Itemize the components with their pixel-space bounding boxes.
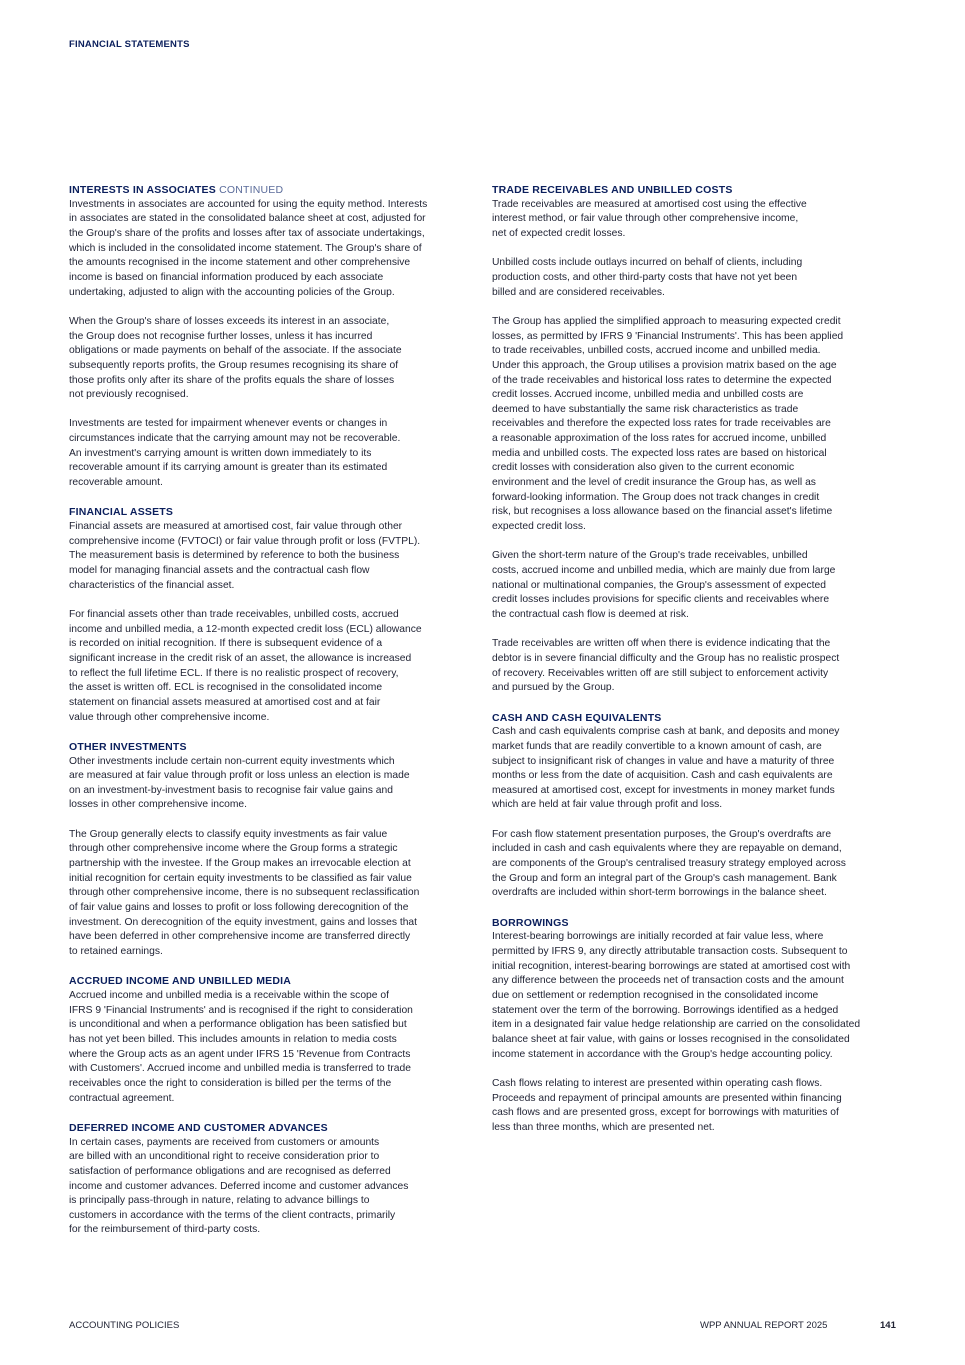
section <box>69 1121 479 1238</box>
heading-text: DEFERRED INCOME AND CUSTOMER ADVANCES <box>69 1121 328 1134</box>
paragraph: Investments are tested for impairment whenever events or changes in circumstances indicate that the carrying amount may not be recoverable. An investment's carrying amount is written down immediately to its recoverable amount if its carrying amount is greater than its estimated recoverable amount. <box>69 418 401 489</box>
paragraph: Cash and cash equivalents comprise cash at bank, and deposits and money market funds that are readily convertible to a known amount of cash, are subject to insignificant risk of changes in value and have a maturity of three months or less from the date of acquisition. Cash and cash equivalents are measured at amortised cost, except for investments in money market funds which are held at fair value through profit and loss. <box>492 726 840 811</box>
heading-text: INTERESTS IN ASSOCIATES <box>69 184 216 196</box>
section-heading <box>492 183 902 198</box>
left-column <box>69 183 479 1253</box>
section-heading <box>492 916 902 931</box>
footer-section: ACCOUNTING POLICIES <box>69 1320 180 1331</box>
paragraph: For cash flow statement presentation purposes, the Group's overdrafts are included in cash and cash equivalents where they are repayable on demand, are components of the Group's centralised treasury strategy employed across the Group and form an integral part of the Group's cash management. Bank overdrafts are included within short-term borrowings in the balance sheet. <box>492 828 846 899</box>
section <box>69 740 479 960</box>
paragraph: For financial assets other than trade receivables, unbilled costs, accrued income and unbilled media, a 12-month expected credit loss (ECL) allowance is recorded on initial recognition. If there is subsequent evidence of a significant increase in the credit risk of an asset, the allowance is increased to reflect the full lifetime ECL. If there is no realistic prospect of recovery, the asset is written off. ECL is recognised in the consolidated income statement on financial assets measured at amortised cost and at fair value through other comprehensive income. <box>69 608 422 723</box>
paragraph: The Group generally elects to classify equity investments as fair value through other comprehensive income where the Group forms a strategic partnership with the investee. If the Group makes an irrevocable election at initial recognition for certain equity investments to be classified as fair value through other comprehensive income, there is no subsequent reclassification of fair value gains and losses to profit or loss following derecognition of the investment. On derecognition of the equity investment, gains and losses that have been deferred in other comprehensive income are transferred directly to retained earnings. <box>69 828 420 958</box>
paragraph: Financial assets are measured at amortised cost, fair value through other comprehensive income (FVTOCI) or fair value through profit or loss (FVTPL). The measurement basis is determined by reference to both the business model for managing financial assets and the contractual cash flow characteristics of the financial asset. <box>69 521 421 591</box>
section-heading <box>69 740 479 755</box>
section <box>69 183 479 491</box>
section-heading <box>492 711 902 726</box>
section <box>492 711 902 902</box>
paragraph: Cash flows relating to interest are presented within operating cash flows. Proceeds and repayment of principal amounts are presented within financing cash flows and are presented gross, except for borrowings with maturities of less than three months, which are presented net. <box>492 1077 842 1133</box>
section-heading <box>69 183 479 198</box>
paragraph: Interest-bearing borrowings are initially recorded at fair value less, where permitted by IFRS 9, any directly attributable transaction costs. Subsequent to initial recognition, interest-bearing borrowings are stated at amortised cost with any difference between the proceeds net of transaction costs and the amount due on settlement or redemption recognised in the consolidated income statement over the term of the borrowing. Borrowings identified as a hedged item in a designated fair value hedge relationship are carried on the consolidated balance sheet at fair value, with gains or losses recognised in the consolidated income statement in accordance with the Group's hedge accounting policy. <box>492 931 861 1060</box>
paragraph: Accrued income and unbilled media is a receivable within the scope of IFRS 9 'Financial Instruments' and is recognised if the right to consideration is unconditional and when a performance obligation has been satisfied but has not yet been billed. This includes amounts in relation to media costs where the Group acts as an agent under IFRS 15 'Revenue from Contracts with Customers'. Accrued income and unbilled media is transferred to trade receivables once the right to consideration is billed per the terms of the contractual agreement. <box>69 989 413 1104</box>
section-heading <box>69 974 479 989</box>
page-number: 141 <box>880 1320 896 1331</box>
heading-text: TRADE RECEIVABLES AND UNBILLED COSTS <box>492 184 733 196</box>
right-column <box>492 183 902 1150</box>
paragraph: Other investments include certain non-current equity investments which are measured at fair value through profit or loss unless an election is made on an investment-by-investment basis to recognise fair value gains and losses in other comprehensive income. <box>69 755 410 811</box>
running-header: FINANCIAL STATEMENTS <box>69 39 190 50</box>
footer-report-title: WPP ANNUAL REPORT 2025 <box>700 1320 828 1331</box>
paragraph: Given the short-term nature of the Group's trade receivables, unbilled costs, accrued income and unbilled media, which are mainly due from large national or multinational companies, the Group's assessment of expected credit losses includes provisions for specific clients and receivables where the contractual cash flow is deemed at risk. <box>492 550 836 620</box>
heading-text: FINANCIAL ASSETS <box>69 506 174 519</box>
paragraph: Trade receivables are written off when there is evidence indicating that the debtor is in severe financial difficulty and the Group has no realistic prospect of recovery. Receivables written off are still subject to enforcement activity and pursued by the Group. <box>492 638 840 694</box>
heading-suffix: CONTINUED <box>219 184 284 196</box>
section-heading <box>69 505 479 520</box>
paragraph: Trade receivables are measured at amortised cost using the effective interest method, or fair value through other comprehensive income, net of expected credit losses. <box>492 198 807 239</box>
section <box>69 505 479 725</box>
section <box>492 916 902 1136</box>
paragraph: When the Group's share of losses exceeds its interest in an associate, the Group does not recognise further losses, unless it has incurred obligations or made payments on behalf of the associate. If the associate subsequently reports profits, the Group resumes recognising its share of those profits only after its share of the profits equals the share of losses not previously recognised. <box>69 315 402 401</box>
section-heading <box>69 1121 479 1136</box>
heading-text: ACCRUED INCOME AND UNBILLED MEDIA <box>69 975 292 988</box>
section <box>69 974 479 1106</box>
paragraph: The Group has applied the simplified approach to measuring expected credit losses, as permitted by IFRS 9 'Financial Instruments'. This has been applied to trade receivables, unbilled costs, accrued income and unbilled media. Under this approach, the Group utilises a provision matrix based on the age of the trade receivables and historical loss rates to determine the expected credit losses. Accrued income, unbilled media and unbilled costs are deemed to have substantially the same risk characteristics as trade receivables and therefore the expected loss rates for trade receivables are a reasonable approximation of the loss rates for accrued income, unbilled media and unbilled costs. The expected loss rates are based on historical credit losses with consideration also given to the current economic environment and the level of credit insurance the Group has, as well as forward-looking information. The Group does not track changes in credit risk, but recognises a loss allowance based on the financial asset's lifetime expected credit loss. <box>492 315 844 533</box>
section <box>492 183 902 696</box>
paragraph: In certain cases, payments are received from customers or amounts are billed with an unconditional right to receive consideration prior to satisfaction of performance obligations and are recognised as deferred income and customer advances. Deferred income and customer advances is principally pass-through in nature, relating to advance billings to customers in accordance with the terms of the client contracts, primarily for the reimbursement of third-party costs. <box>69 1136 409 1236</box>
paragraph: Unbilled costs include outlays incurred on behalf of clients, including production costs, and other third-party costs that have not yet been billed and are considered receivables. <box>492 257 803 298</box>
heading-text: CASH AND CASH EQUIVALENTS <box>492 711 662 724</box>
heading-text: BORROWINGS <box>492 916 569 929</box>
heading-text: OTHER INVESTMENTS <box>69 740 187 753</box>
paragraph: Investments in associates are accounted for using the equity method. Interests in associates are stated in the consolidated balance sheet at cost, adjusted for the Group's share of the profits and losses after tax of associate undertakings, which is included in the consolidated income statement. The Group's share of the amounts recognised in the income statement and other comprehensive income is based on financial information produced by each associate undertaking, adjusted to align with the accounting policies of the Group. <box>69 198 428 298</box>
